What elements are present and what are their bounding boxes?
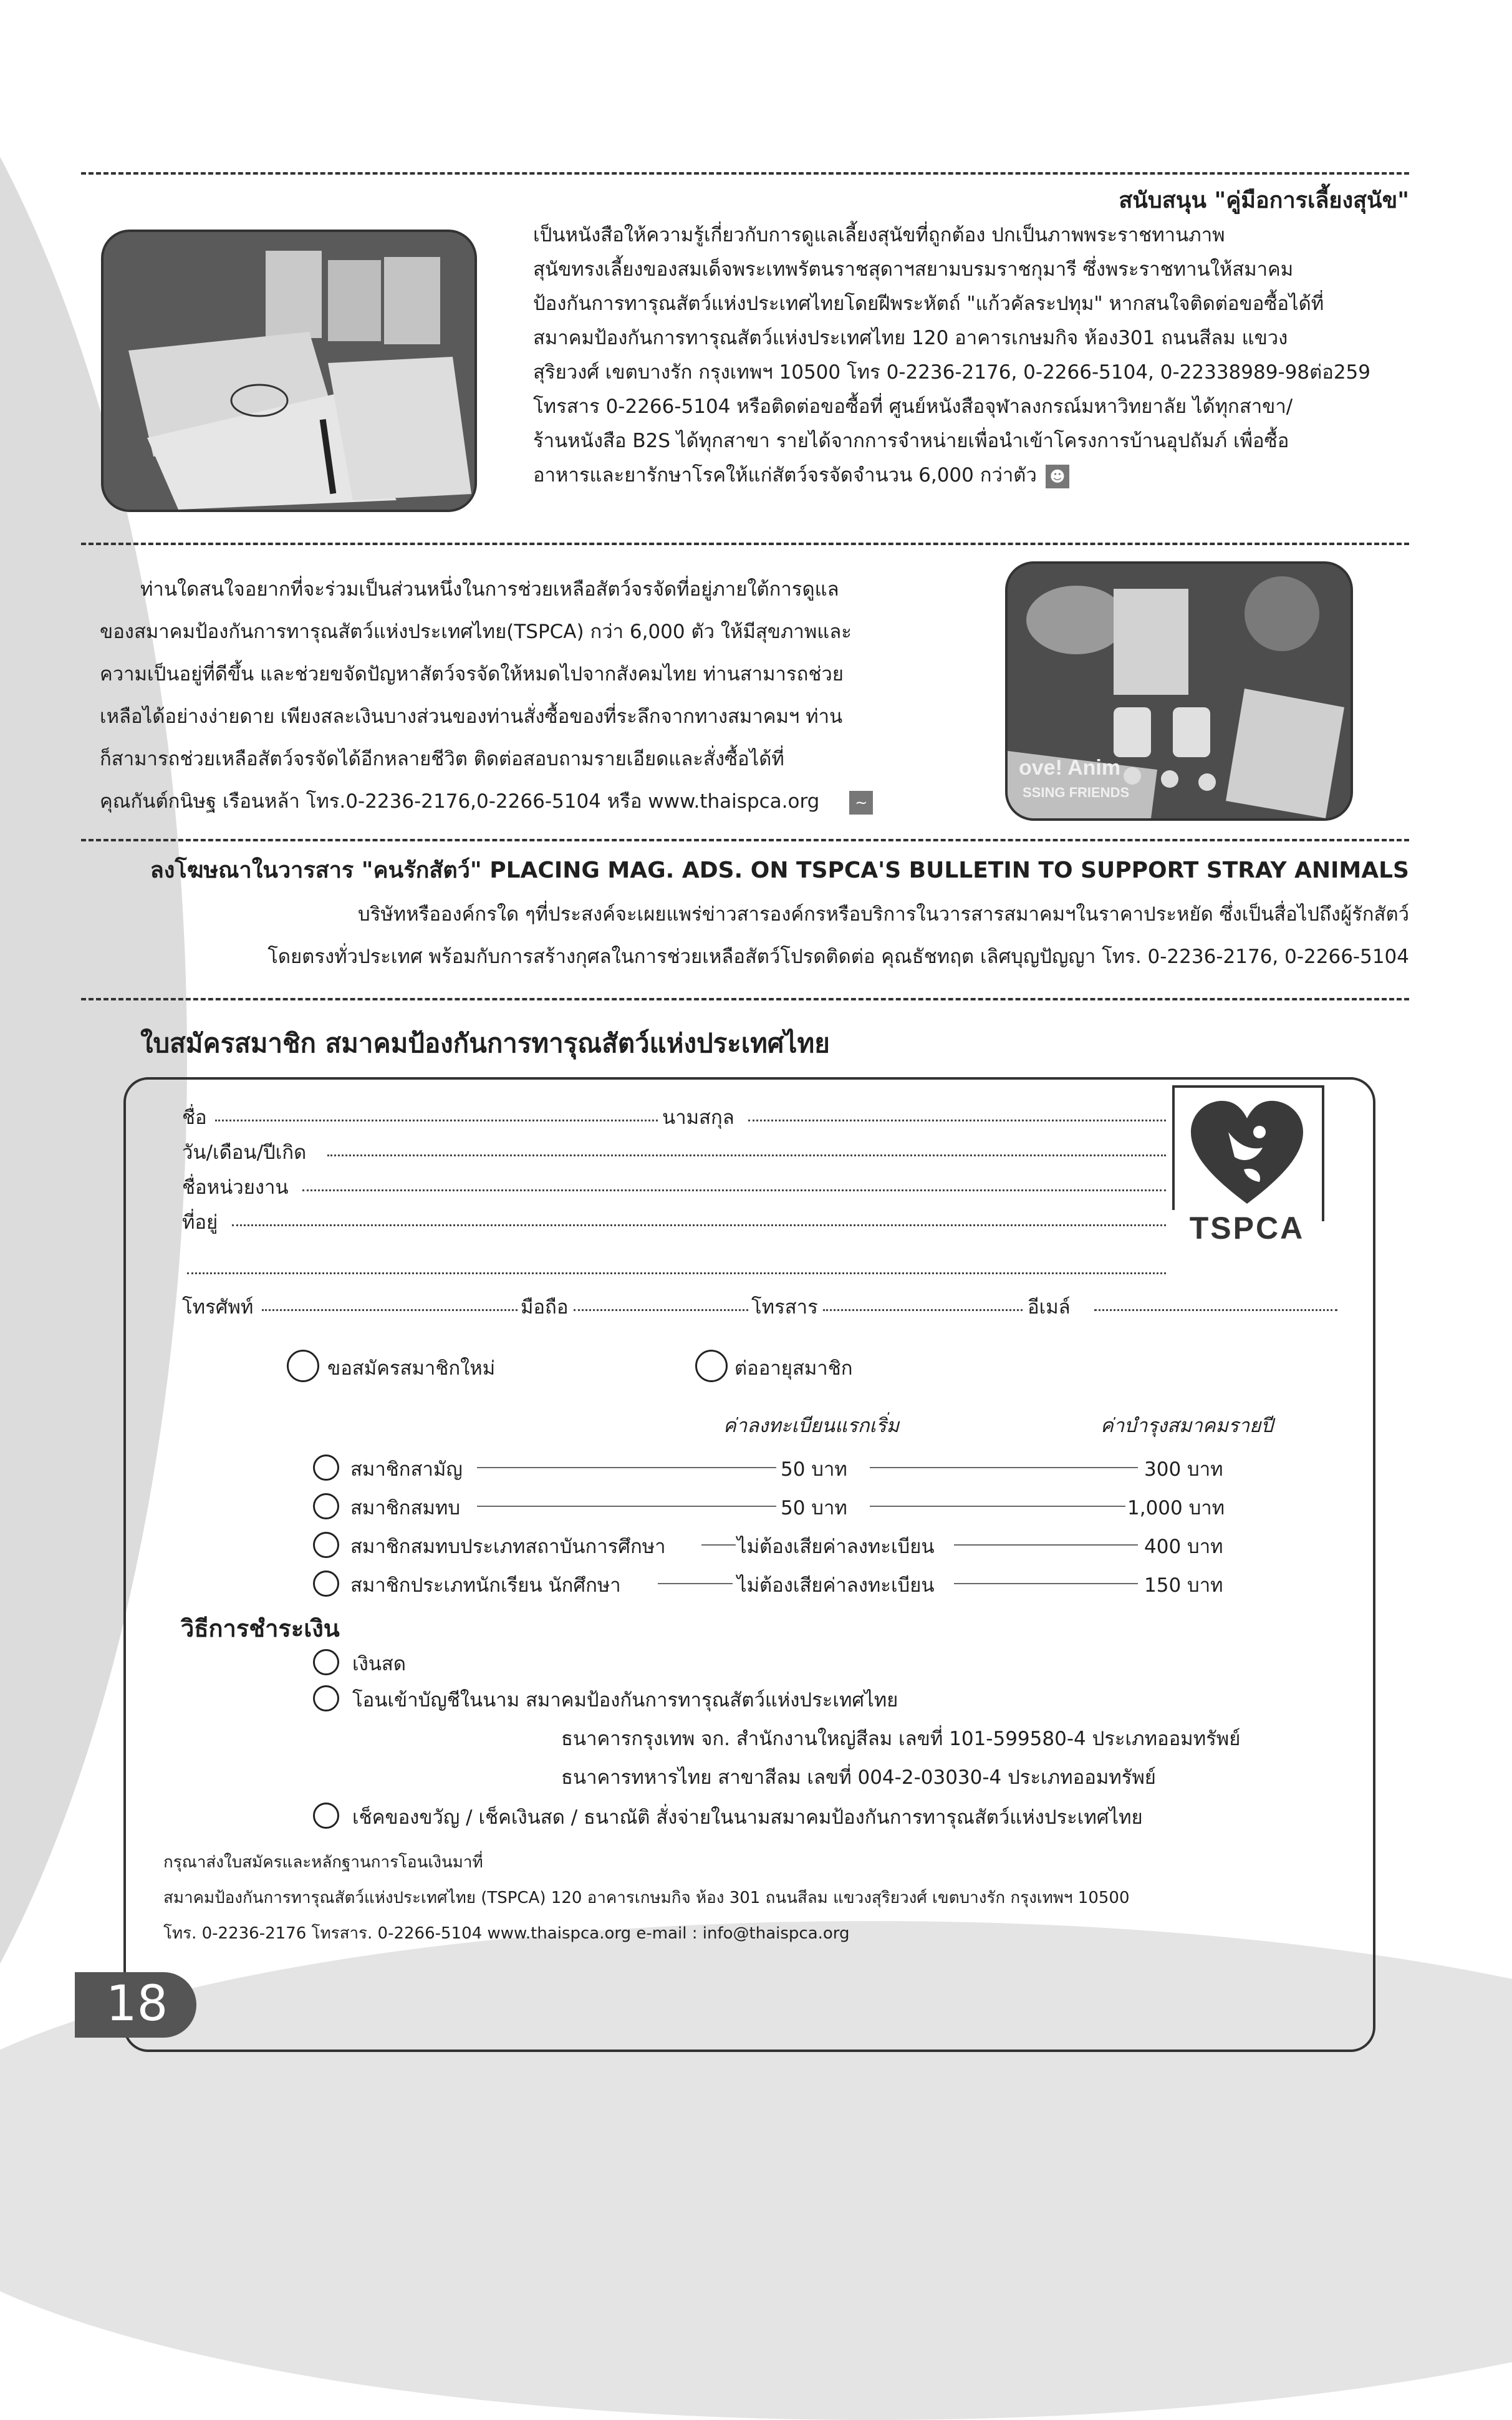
member-type-name: สมาชิกประเภทนักเรียน นักศึกษา [350, 1574, 621, 1597]
phone-field[interactable] [262, 1309, 518, 1311]
ad2-line: ของสมาคมป้องกันการทารุณสัตว์แห่งประเทศไทย(TSPCA) กว่า 6,000 ตัว ให้มีสุขภาพและ [100, 621, 852, 643]
merchandise-photo [1005, 561, 1353, 821]
ad2-line: คุณกันต์กนิษฐ เรือนหล้า โทร.0-2236-2176,0-2266-5104 หรือ www.thaispca.org [100, 790, 820, 813]
annual-fee: 1,000 บาท [1127, 1497, 1225, 1519]
payment-heading: วิธีการชำระเงิน [181, 1615, 340, 1642]
photo-banner-text: SSING FRIENDS [1023, 785, 1130, 800]
fax-label: โทรสาร [751, 1296, 818, 1319]
registration-fee: 50 บาท [781, 1458, 847, 1481]
organization-label: ชื่อหน่วยงาน [182, 1176, 289, 1199]
name-label: ชื่อ [182, 1106, 207, 1129]
cheque-label: เช็คของขวัญ / เช็คเงินสด / ธนาณัติ สั่งจ่ายในนามสมาคมป้องกันการทารุณสัตว์แห่งประเทศไทย [352, 1806, 1143, 1829]
tspca-logo [1172, 1085, 1322, 1246]
ad1-line: สุริยวงศ์ เขตบางรัก กรุงเทพฯ 10500 โทร 0-2236-2176, 0-2266-5104, 0-22338989-98ต่อ259 [533, 361, 1370, 384]
photo-banner-text: ove! Anim [1019, 756, 1121, 780]
renew-member-label: ต่ออายุสมาชิก [734, 1357, 853, 1380]
leader-line [701, 1544, 736, 1546]
birthdate-label: วัน/เดือน/ปีเกิด [182, 1141, 307, 1164]
member-type-radio[interactable] [313, 1493, 339, 1519]
fax-field[interactable] [823, 1309, 1023, 1311]
leader-line [477, 1467, 776, 1468]
paw-icon: ~ [849, 791, 873, 815]
leader-line [870, 1467, 1138, 1468]
ad3-line: โดยตรงทั่วประเทศ พร้อมกับการสร้างกุศลในการช่วยเหลือสัตว์โปรดติดต่อ คุณธัชทฤต เลิศบุญปัญญา โทร. 0-2236-2176, 0-2266-5104 [267, 946, 1409, 968]
mobile-field[interactable] [574, 1309, 748, 1311]
bank-account-2: ธนาคารทหารไทย สาขาสีลม เลขที่ 004-2-03030-4 ประเภทออมทรัพย์ [561, 1766, 1156, 1789]
ad3-title: ลงโฆษณาในวารสาร "คนรักสัตว์" PLACING MAG. ADS. ON TSPCA'S BULLETIN TO SUPPORT STRAY ANIMALS [150, 858, 1409, 883]
organization-field[interactable] [302, 1189, 1166, 1191]
ad1-line: ป้องกันการทารุณสัตว์แห่งประเทศไทยโดยฝีพระหัตถ์ "แก้วคัลระปทุม" หากสนใจติดต่อขอซื้อได้ที่ [533, 293, 1324, 315]
ad1-line: โทรสาร 0-2266-5104 หรือติดต่อขอซื้อที่ ศูนย์หนังสือจุฬาลงกรณ์มหาวิทยาลัย ได้ทุกสาขา/ [533, 395, 1293, 418]
ad2-line-last [100, 789, 873, 815]
phone-label: โทรศัพท์ [182, 1296, 254, 1319]
leader-line [954, 1544, 1138, 1546]
registration-fee: ไม่ต้องเสียค่าลงทะเบียน [737, 1536, 935, 1558]
annual-fee: 400 บาท [1144, 1536, 1223, 1558]
address-label: ที่อยู่ [182, 1211, 218, 1234]
form-footer-line: โทร. 0-2236-2176 โทรสาร. 0-2266-5104 www.thaispca.org e-mail : info@thaispca.org [163, 1924, 850, 1943]
ad1-line-last [533, 463, 1069, 488]
form-footer-line: กรุณาส่งใบสมัครและหลักฐานการโอนเงินมาที่ [163, 1853, 483, 1872]
ad1-title: สนับสนุน "คู่มือการเลี้ยงสุนัข" [1119, 188, 1409, 213]
registration-fee: 50 บาท [781, 1497, 847, 1519]
ad1-line: อาหารและยารักษาโรคให้แก่สัตว์จรจัดจำนวน 6,000 กว่าตัว [533, 464, 1037, 486]
address-field[interactable] [232, 1224, 1166, 1226]
form-footer-line: สมาคมป้องกันการทารุณสัตว์แห่งประเทศไทย (TSPCA) 120 อาคารเกษมกิจ ห้อง 301 ถนนสีลม แขวงสุริยวงศ์ เขตบางรัก กรุงเทพฯ 10500 [163, 1889, 1130, 1907]
leader-line [658, 1583, 733, 1584]
ad1-line: เป็นหนังสือให้ความรู้เกี่ยวกับการดูแลเลี้ยงสุนัขที่ถูกต้อง ปกเป็นภาพพระราชทานภาพ [533, 224, 1225, 246]
heart-animals-icon [1185, 1095, 1309, 1210]
logo-text: TSPCA [1172, 1210, 1322, 1246]
email-label: อีเมล์ [1028, 1296, 1071, 1319]
name-field[interactable] [215, 1120, 658, 1121]
ad1-line: สมาคมป้องกันการทารุณสัตว์แห่งประเทศไทย 120 อาคารเกษมกิจ ห้อง301 ถนนสีลม แขวง [533, 327, 1288, 349]
paw-icon: ☻ [1046, 465, 1069, 488]
new-member-label: ขอสมัครสมาชิกใหม่ [327, 1357, 496, 1380]
ad1-line: ร้านหนังสือ B2S ได้ทุกสาขา รายได้จากการจำหน่ายเพื่อนำเข้าโครงการบ้านอุปถัมภ์ เพื่อซื้อ [533, 430, 1289, 452]
surname-field[interactable] [748, 1120, 1166, 1121]
member-type-radio[interactable] [313, 1571, 339, 1597]
divider [81, 839, 1409, 841]
leader-line [954, 1583, 1138, 1584]
ad3-line: บริษัทหรือองค์กรใด ๆที่ประสงค์จะเผยแพร่ข่าวสารองค์กรหรือบริการในวารสารสมาคมฯในราคาประหยัด ซึ่งเป็นสื่อไปถึงผู้รักสัตว์ [358, 903, 1409, 926]
bank-account-1: ธนาคารกรุงเทพ จก. สำนักงานใหญ่สีลม เลขที่ 101-599580-4 ประเภทออมทรัพย์ [561, 1728, 1241, 1750]
cash-radio[interactable] [313, 1649, 339, 1675]
annual-fee-header: ค่าบำรุงสมาคมรายปี [1100, 1415, 1273, 1437]
cash-label: เงินสด [352, 1653, 406, 1675]
book-photo [101, 230, 477, 512]
renew-member-radio[interactable] [695, 1350, 728, 1382]
ad1-line: สุนัขทรงเลี้ยงของสมเด็จพระเทพรัตนราชสุดาฯสยามบรมราชกุมารี ซึ่งพระราชทานให้สมาคม [533, 258, 1294, 281]
member-type-radio[interactable] [313, 1454, 339, 1481]
divider [81, 998, 1409, 1000]
page-number: 18 [106, 1976, 168, 2032]
cheque-radio[interactable] [313, 1803, 339, 1829]
registration-fee: ไม่ต้องเสียค่าลงทะเบียน [737, 1574, 935, 1597]
leader-line [870, 1506, 1125, 1507]
member-type-name: สมาชิกสามัญ [350, 1458, 463, 1481]
leader-line [477, 1506, 776, 1507]
mobile-label: มือถือ [521, 1296, 569, 1319]
birthdate-field[interactable] [327, 1154, 1166, 1156]
divider [81, 172, 1409, 175]
new-member-radio[interactable] [287, 1350, 319, 1382]
member-type-name: สมาชิกสมทบประเภทสถาบันการศึกษา [350, 1536, 666, 1558]
annual-fee: 300 บาท [1144, 1458, 1223, 1481]
ad2-line: เหลือได้อย่างง่ายดาย เพียงสละเงินบางส่วนของท่านสั่งซื้อของที่ระลึกจากทางสมาคมฯ ท่าน [100, 705, 843, 728]
email-field[interactable] [1094, 1309, 1337, 1311]
transfer-radio[interactable] [313, 1685, 339, 1711]
address-field-line2[interactable] [187, 1272, 1166, 1274]
registration-fee-header: ค่าลงทะเบียนแรกเริ่ม [723, 1415, 900, 1437]
ad2-line: ก็สามารถช่วยเหลือสัตว์จรจัดได้อีกหลายชีวิต ติดต่อสอบถามรายเอียดและสั่งซื้อได้ที่ [100, 748, 784, 770]
annual-fee: 150 บาท [1144, 1574, 1223, 1597]
form-heading: ใบสมัครสมาชิก สมาคมป้องกันการทารุณสัตว์แห่งประเทศไทย [140, 1028, 830, 1058]
ad2-line: ความเป็นอยู่ที่ดีขึ้น และช่วยขจัดปัญหาสัตว์จรจัดให้หมดไปจากสังคมไทย ท่านสามารถช่วย [100, 663, 844, 685]
ad2-line: ท่านใดสนใจอยากที่จะร่วมเป็นส่วนหนึ่งในการช่วยเหลือสัตว์จรจัดที่อยู่ภายใต้การดูแล [140, 578, 839, 601]
transfer-label: โอนเข้าบัญชีในนาม สมาคมป้องกันการทารุณสัตว์แห่งประเทศไทย [352, 1689, 898, 1711]
member-type-name: สมาชิกสมทบ [350, 1497, 461, 1519]
member-type-radio[interactable] [313, 1532, 339, 1558]
surname-label: นามสกุล [662, 1106, 734, 1129]
divider [81, 543, 1409, 545]
